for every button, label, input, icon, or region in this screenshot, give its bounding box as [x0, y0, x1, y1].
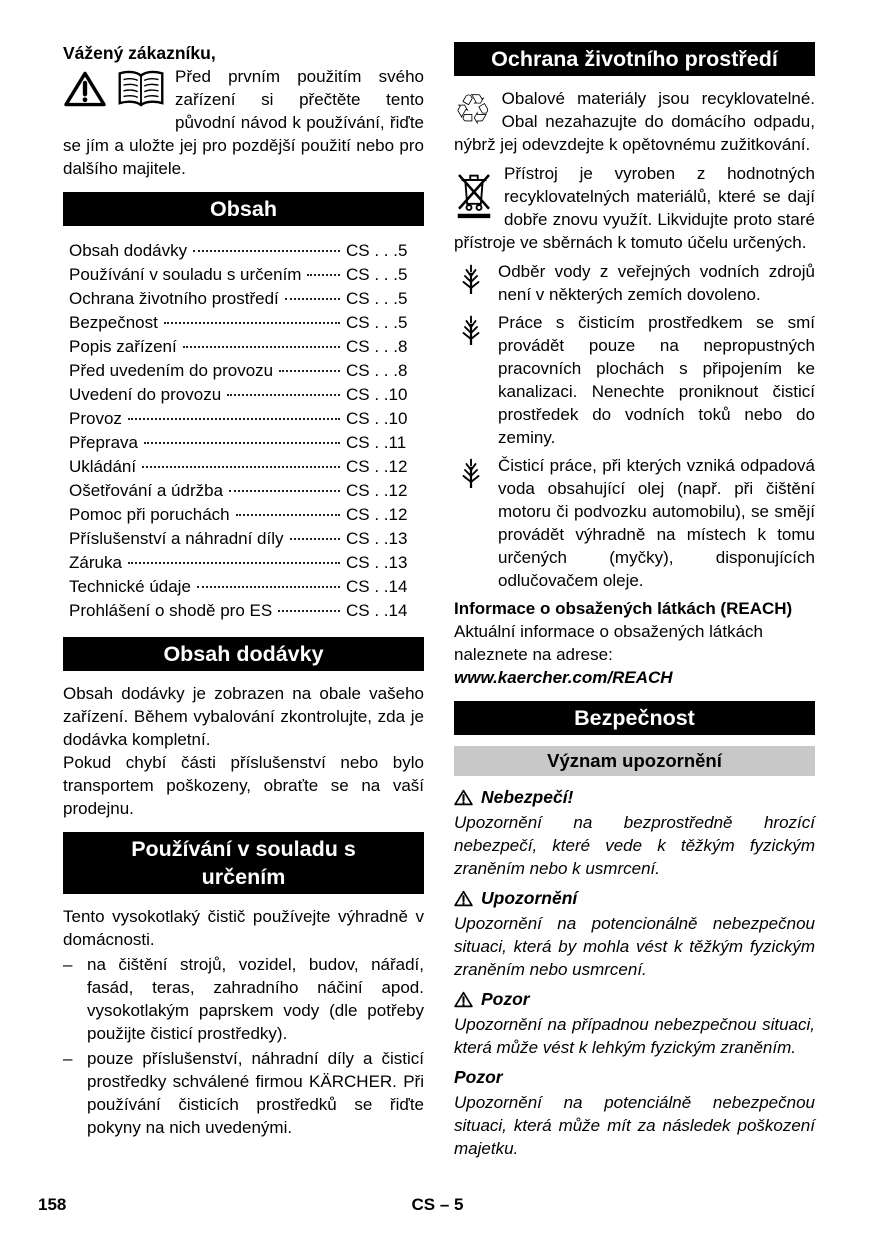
- reach-url: www.kaercher.com/REACH: [454, 668, 673, 687]
- toc-label: Ochrana životního prostředí: [69, 289, 279, 308]
- toc-page-ref: CS . .10: [346, 409, 408, 428]
- warning-title: Nebezpečí!: [481, 787, 574, 807]
- toc-page-ref: CS . . .5: [346, 289, 408, 308]
- weee-crossed-bin-icon: [454, 164, 494, 226]
- toc-label: Před uvedením do provozu: [69, 361, 274, 380]
- list-item-text: na čištění strojů, vozidel, budov, nářadí, fasád, teras, zahradního náčiní apod. vysokotlakým paprskem vody (dle potřeby použijte čisticí prostředky).: [87, 955, 424, 1043]
- list-item-text: pouze příslušenství, náhradní díly a čisticí prostředky schválené firmou KÄRCHER. Při používání čisticích prostředků se řiďte pokyny na nich uvedenými.: [87, 1049, 424, 1137]
- toc-label: Používání v souladu s určením: [69, 265, 302, 284]
- footer-section-ref: CS – 5: [411, 1195, 464, 1214]
- toc-page-ref: CS . .13: [346, 553, 408, 572]
- toc-entry: [69, 551, 420, 575]
- toc-label: Záruka: [69, 553, 122, 572]
- warning-text: Upozornění na potenciálně nebezpečnou situaci, která může mít za následek poškození majetku.: [454, 1093, 815, 1158]
- toc-leader-dots: [128, 418, 340, 420]
- warning-title: Pozor: [481, 989, 530, 1009]
- toc-page-ref: CS . .14: [346, 601, 408, 620]
- toc-entry: [69, 359, 420, 383]
- reach-text: Aktuální informace o obsažených látkách naleznete na adrese:: [454, 622, 764, 664]
- toc-label: Pomoc při poruchách: [69, 505, 230, 524]
- subsection-title-warning-levels: Význam upozornění: [454, 746, 815, 776]
- warning-triangle-icon: [454, 890, 473, 907]
- usage-intro: Tento vysokotlaký čistič používejte výhradně v domácnosti.: [63, 907, 424, 949]
- toc-label: Provoz: [69, 409, 122, 428]
- toc-label: Prohlášení o shodě pro ES: [69, 601, 273, 620]
- toc-label: Ukládání: [69, 457, 137, 476]
- warning-triangle-icon: [454, 991, 473, 1008]
- toc-leader-dots: [142, 466, 340, 468]
- recycle-icon: ♲: [454, 85, 492, 134]
- toc-entry: [69, 455, 420, 479]
- section-title-environment: Ochrana životního prostředí: [454, 42, 815, 76]
- toc-page-ref: CS . .10: [346, 385, 408, 404]
- toc-page-ref: CS . .13: [346, 529, 408, 548]
- eco-note-text: Čisticí práce, při kterých vzniká odpadová voda obsahující olej (např. při čištění motoru či podvozku automobilu), se smějí provádět výhradně na místech k tomu určených (myčky), disponujících odlučovačem oleje.: [498, 456, 815, 590]
- right-column: [454, 42, 815, 1167]
- delivery-paragraph-1: Obsah dodávky je zobrazen na obale vašeho zařízení. Během vybalování zkontrolujte, zda je dodávka kompletní.: [63, 684, 424, 749]
- toc-leader-dots: [128, 562, 340, 564]
- toc-leader-dots: [307, 274, 340, 276]
- toc-entry: [69, 431, 420, 455]
- tree-icon: [456, 456, 486, 490]
- list-item: [63, 1047, 424, 1139]
- toc-page-ref: CS . .12: [346, 457, 408, 476]
- toc-leader-dots: [278, 610, 340, 612]
- toc-leader-dots: [164, 322, 340, 324]
- tree-icon: [456, 313, 486, 347]
- eco-note-text: Práce s čisticím prostředkem se smí provádět pouze na nepropustných pracovních plochách s připojením ke kanalizaci. Nenechte proniknout čisticí prostředek do vodních toků nebo do zeminy.: [498, 313, 815, 447]
- toc-page-ref: CS . .12: [346, 481, 408, 500]
- eco-note: [454, 311, 815, 449]
- section-title-delivery: Obsah dodávky: [63, 637, 424, 671]
- warning-caution: [454, 887, 815, 981]
- toc-page-ref: CS . . .5: [346, 313, 408, 332]
- weee-paragraph: [454, 162, 815, 254]
- section-title-contents: Obsah: [63, 192, 424, 226]
- toc-entry: [69, 287, 420, 311]
- warning-triangle-icon: [63, 70, 107, 108]
- tree-icon: [456, 262, 486, 296]
- toc-label: Obsah dodávky: [69, 241, 188, 260]
- warning-text: Upozornění na bezprostředně hrozící nebezpečí, které vede k těžkým fyzickým zraněním nebo k usmrcení.: [454, 813, 815, 878]
- toc-label: Přeprava: [69, 433, 138, 452]
- section-title-safety: Bezpečnost: [454, 701, 815, 735]
- greeting: Vážený zákazníku,: [63, 43, 216, 63]
- toc-page-ref: CS . . .5: [346, 241, 408, 260]
- toc-label: Ošetřování a údržba: [69, 481, 224, 500]
- delivery-paragraph-2: Pokud chybí části příslušenství nebo bylo transportem poškozeny, obraťte se na vaší prodejnu.: [63, 753, 424, 818]
- warning-title: Upozornění: [481, 888, 578, 908]
- toc-entry: [69, 479, 420, 503]
- intro-text: Před prvním použitím svého zařízení si přečtěte tento původní návod k používání, řiďte se jím a uložte jej pro pozdější použití nebo pro dalšího majitele.: [63, 67, 424, 178]
- eco-note: [454, 260, 815, 306]
- warning-attention: [454, 988, 815, 1059]
- toc-leader-dots: [183, 346, 340, 348]
- intro-paragraph: [63, 65, 424, 180]
- toc-page-ref: CS . .14: [346, 577, 408, 596]
- packaging-text: Obalové materiály jsou recyklovatelné. Obal nezahazujte do domácího odpadu, nýbrž jej odevzdejte k opětovnému zužitkování.: [454, 89, 815, 154]
- toc-leader-dots: [290, 538, 340, 540]
- eco-note-text: Odběr vody z veřejných vodních zdrojů není v některých zemích dovoleno.: [498, 262, 815, 304]
- toc-leader-dots: [279, 370, 340, 372]
- toc-label: Popis zařízení: [69, 337, 177, 356]
- packaging-paragraph: [454, 87, 815, 156]
- toc-leader-dots: [236, 514, 340, 516]
- toc-label: Bezpečnost: [69, 313, 158, 332]
- warning-text: Upozornění na potencionálně nebezpečnou situaci, která by mohla vést k těžkým fyzickým zraněním nebo usmrcení.: [454, 914, 815, 979]
- list-item: [63, 953, 424, 1045]
- left-column: [63, 42, 424, 1167]
- warning-title: Pozor: [454, 1067, 503, 1087]
- toc-entry: [69, 527, 420, 551]
- toc-page-ref: CS . . .8: [346, 337, 408, 356]
- eco-note: [454, 454, 815, 592]
- toc-page-ref: CS . . .8: [346, 361, 408, 380]
- section-title-intended-use: Používání v souladu s určením: [63, 832, 424, 894]
- toc-page-ref: CS . .11: [346, 433, 407, 452]
- toc-entry: [69, 503, 420, 527]
- toc-label: Technické údaje: [69, 577, 191, 596]
- usage-list: [63, 953, 424, 1139]
- open-book-icon: [115, 67, 167, 111]
- warning-danger: [454, 786, 815, 880]
- toc-entry: [69, 383, 420, 407]
- toc-leader-dots: [144, 442, 340, 444]
- toc-entry: [69, 335, 420, 359]
- toc-entry: [69, 263, 420, 287]
- dash-bullet: –: [63, 955, 73, 974]
- toc-leader-dots: [229, 490, 340, 492]
- toc-leader-dots: [285, 298, 340, 300]
- toc-entry: [69, 311, 420, 335]
- toc-entry: [69, 407, 420, 431]
- toc-label: Příslušenství a náhradní díly: [69, 529, 284, 548]
- warning-triangle-icon: [454, 789, 473, 806]
- toc-leader-dots: [227, 394, 340, 396]
- reach-heading: Informace o obsažených látkách (REACH): [454, 599, 793, 618]
- intro-icons: [63, 67, 167, 111]
- page-number: 158: [38, 1195, 67, 1214]
- toc-label: Uvedení do provozu: [69, 385, 222, 404]
- toc-entry: [69, 575, 420, 599]
- toc-page-ref: CS . . .5: [346, 265, 408, 284]
- toc-leader-dots: [193, 250, 340, 252]
- weee-text: Přístroj je vyroben z hodnotných recyklovatelných materiálů, které se dají dobře znovu využít. Likvidujte proto staré přístroje ve sběrnách k tomuto účelu určených.: [454, 164, 815, 252]
- warning-property-damage: [454, 1066, 815, 1160]
- toc-leader-dots: [197, 586, 340, 588]
- table-of-contents: [63, 237, 424, 625]
- toc-entry: [69, 599, 420, 623]
- toc-page-ref: CS . .12: [346, 505, 408, 524]
- warning-text: Upozornění na případnou nebezpečnou situaci, která může vést k lehkým fyzickým zraněním.: [454, 1015, 815, 1057]
- dash-bullet: –: [63, 1049, 73, 1068]
- toc-entry: [69, 239, 420, 263]
